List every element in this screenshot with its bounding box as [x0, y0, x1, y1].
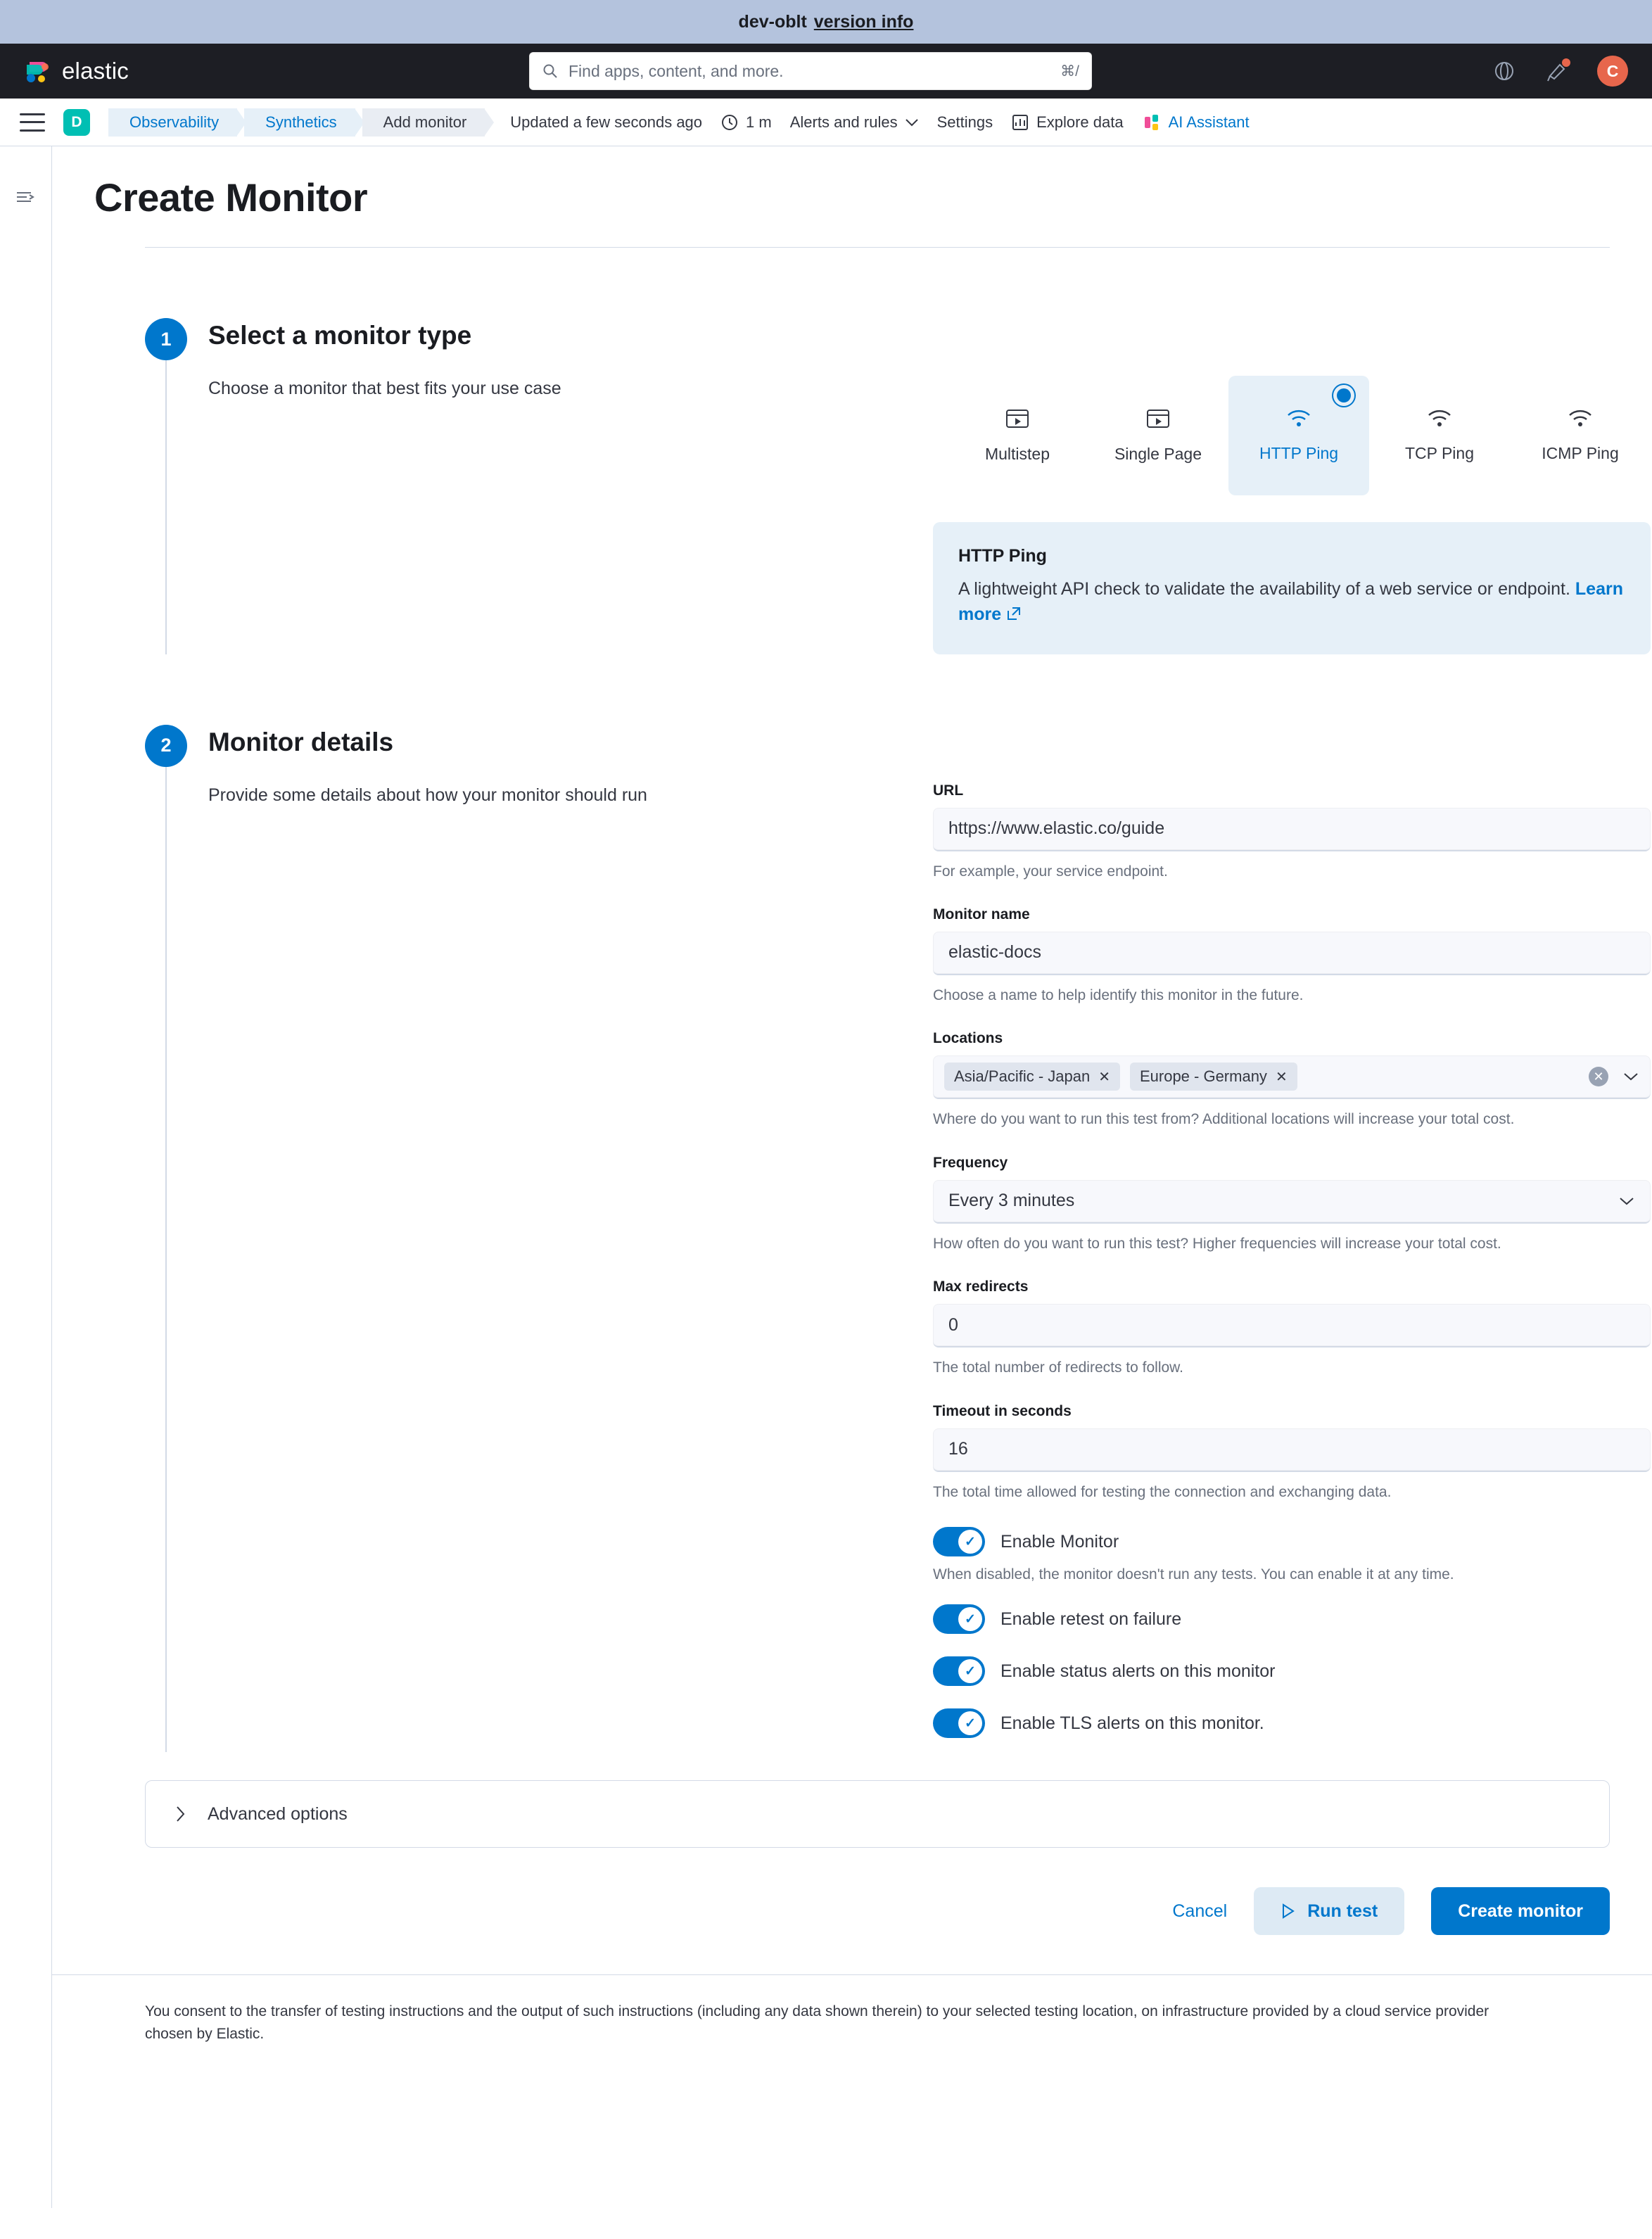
consent-text: You consent to the transfer of testing instructions and the output of such instructions (including any data shown therein) to your selected testing location, on infrastructure provided by a cloud service provider chosen by Elastic.	[145, 2003, 1489, 2042]
timeout-label: Timeout in seconds	[933, 1402, 1072, 1419]
refresh-interval[interactable]	[720, 113, 772, 132]
step-1-description: Choose a monitor that best fits your use case	[208, 379, 561, 398]
create-monitor-button[interactable]: Create monitor	[1431, 1887, 1610, 1935]
monitor-name-input[interactable]: elastic-docs	[933, 932, 1651, 975]
chevron-down-icon	[1618, 1195, 1635, 1207]
toggle-enable-monitor[interactable]	[933, 1527, 985, 1556]
locations-label: Locations	[933, 1030, 1003, 1047]
notifications-icon[interactable]	[1544, 57, 1572, 85]
monitor-type-http-ping[interactable]	[1228, 376, 1369, 495]
locations-combobox[interactable]	[933, 1055, 1651, 1099]
refresh-interval-label: 1 m	[746, 113, 772, 131]
monitor-type-label: Single Page	[1114, 444, 1202, 463]
toggle-enable-retest-on-failure[interactable]	[933, 1604, 985, 1634]
notification-badge	[1562, 58, 1570, 67]
breadcrumb	[108, 108, 492, 137]
monitor-name-label: Monitor name	[933, 906, 1030, 922]
timeout-helper: The total time allowed for testing the connection and exchanging data.	[933, 1483, 1392, 1500]
explore-data-button[interactable]	[1011, 113, 1124, 132]
brand-name: elastic	[62, 58, 129, 84]
toggle-enable-monitor-label: Enable Monitor	[1000, 1531, 1119, 1552]
url-helper: For example, your service endpoint.	[933, 863, 1168, 880]
elastic-brand[interactable]	[24, 57, 129, 85]
monitor-type-label: TCP Ping	[1404, 443, 1474, 462]
search-icon	[542, 63, 559, 80]
max-redirects-helper: The total number of redirects to follow.	[933, 1359, 1184, 1376]
collapsed-sidebar	[0, 146, 52, 2208]
field-locations	[933, 1030, 1651, 1130]
chevron-right-icon	[174, 1805, 188, 1823]
toggle-tls-alerts-group	[933, 1708, 1651, 1738]
toggle-knob: ✓	[958, 1607, 982, 1631]
toggle-tls-alerts-label: Enable TLS alerts on this monitor.	[1000, 1713, 1264, 1733]
selected-indicator	[1337, 388, 1351, 402]
url-input[interactable]: https://www.elastic.co/guide	[933, 808, 1651, 851]
field-url	[933, 782, 1651, 882]
clock-icon	[720, 113, 739, 132]
callout-text: A lightweight API check to validate the availability of a web service or endpoint.	[958, 579, 1570, 599]
settings-link[interactable]: Settings	[936, 113, 993, 131]
help-icon[interactable]	[1490, 57, 1518, 85]
toggle-knob: ✓	[958, 1530, 982, 1554]
wifi-icon	[1286, 409, 1311, 429]
max-redirects-label: Max redirects	[933, 1279, 1029, 1295]
form-actions	[52, 1887, 1610, 1935]
learn-more-link[interactable]: Learn more	[958, 579, 1623, 625]
breadcrumb-observability[interactable]: Observability	[108, 108, 237, 137]
version-info-link[interactable]: version info	[813, 11, 914, 32]
expand-sidebar-icon[interactable]	[15, 189, 37, 2208]
browser-window-icon	[1146, 408, 1170, 429]
elastic-logo-icon	[24, 57, 52, 85]
chevron-down-icon	[905, 118, 919, 127]
breadcrumb-toolbar	[0, 99, 1652, 146]
step-2-connector	[165, 767, 167, 1753]
field-max-redirects	[933, 1279, 1651, 1378]
cancel-button[interactable]: Cancel	[1172, 1901, 1228, 1921]
explore-data-label: Explore data	[1036, 113, 1124, 131]
toggle-knob: ✓	[958, 1659, 982, 1683]
toggle-retest-label: Enable retest on failure	[1000, 1609, 1182, 1629]
step-2-badge: 2	[145, 725, 187, 767]
locations-helper: Where do you want to run this test from? Additional locations will increase your total cost.	[933, 1111, 1515, 1128]
monitor-type-label: Multistep	[984, 444, 1050, 463]
monitor-type-icmp-ping[interactable]	[1510, 376, 1651, 495]
location-pill-label: Asia/Pacific - Japan	[954, 1067, 1091, 1086]
toggle-knob: ✓	[958, 1711, 982, 1735]
clear-all-icon[interactable]: ✕	[1589, 1067, 1608, 1086]
breadcrumb-synthetics[interactable]: Synthetics	[244, 108, 355, 137]
monitor-type-label: ICMP Ping	[1542, 443, 1619, 462]
advanced-options-label: Advanced options	[208, 1803, 348, 1824]
frequency-helper: How often do you want to run this test? Higher frequencies will increase your total cost.	[933, 1235, 1501, 1252]
version-banner	[0, 0, 1652, 44]
monitor-details-form	[933, 782, 1651, 1739]
run-test-button[interactable]	[1254, 1887, 1404, 1935]
monitor-name-helper: Choose a name to help identify this monitor in the future.	[933, 987, 1304, 1003]
browser-window-icon	[1005, 408, 1029, 429]
field-monitor-name	[933, 906, 1651, 1006]
chevron-down-icon[interactable]	[1622, 1071, 1639, 1082]
monitor-type-label: HTTP Ping	[1259, 443, 1339, 462]
step-1-connector	[165, 360, 167, 654]
title-divider	[145, 247, 1610, 248]
location-pill[interactable]	[944, 1063, 1120, 1091]
toggle-enable-monitor-helper: When disabled, the monitor doesn't run any tests. You can enable it at any time.	[933, 1566, 1454, 1583]
page-title: Create Monitor	[94, 175, 368, 220]
field-frequency	[933, 1155, 1651, 1255]
ai-assistant-label: AI Assistant	[1168, 113, 1250, 131]
step-1-badge: 1	[145, 318, 187, 360]
monitor-type-callout	[933, 522, 1651, 654]
global-search[interactable]	[529, 52, 1092, 90]
toggle-enable-status-alerts[interactable]	[933, 1656, 985, 1686]
external-link-icon	[1006, 604, 1022, 624]
ai-assistant-button[interactable]	[1142, 113, 1250, 132]
max-redirects-input[interactable]: 0	[933, 1304, 1651, 1347]
frequency-label: Frequency	[933, 1154, 1008, 1171]
toggle-status-alerts-group	[933, 1656, 1651, 1686]
monitor-type-single-page[interactable]	[1088, 376, 1228, 495]
toggle-status-alerts-label: Enable status alerts on this monitor	[1000, 1661, 1276, 1681]
monitor-type-tcp-ping[interactable]	[1369, 376, 1510, 495]
search-input[interactable]: Find apps, content, and more.	[568, 61, 784, 80]
wifi-icon	[1427, 409, 1452, 429]
close-icon[interactable]: ✕	[1275, 1069, 1288, 1085]
updated-status: Updated a few seconds ago	[510, 113, 703, 131]
chart-icon	[1011, 113, 1029, 132]
menu-toggle-icon[interactable]	[20, 113, 45, 132]
field-timeout	[933, 1403, 1651, 1503]
url-label: URL	[933, 782, 964, 799]
alerts-and-rules-menu[interactable]	[790, 113, 919, 132]
frequency-select[interactable]	[933, 1180, 1651, 1224]
toggle-retest-group	[933, 1604, 1651, 1634]
run-test-label: Run test	[1307, 1901, 1378, 1921]
callout-title: HTTP Ping	[958, 546, 1047, 566]
step-1-title: Select a monitor type	[208, 321, 472, 350]
ai-assistant-icon	[1142, 113, 1162, 132]
timeout-input[interactable]: 16	[933, 1428, 1651, 1472]
play-icon	[1281, 1903, 1296, 1920]
search-shortcut: ⌘/	[1060, 63, 1079, 80]
version-env: dev-oblt	[738, 11, 807, 32]
space-avatar[interactable]: D	[63, 109, 90, 136]
step-2-title: Monitor details	[208, 727, 394, 756]
advanced-options-accordion[interactable]	[145, 1780, 1610, 1848]
breadcrumb-add-monitor[interactable]: Add monitor	[362, 108, 485, 137]
alerts-and-rules-label: Alerts and rules	[789, 113, 898, 131]
avatar[interactable]: C	[1597, 56, 1628, 87]
toggle-enable-tls-alerts[interactable]	[933, 1708, 985, 1738]
step-monitor-details	[52, 725, 1652, 1739]
step-select-monitor-type	[52, 318, 1652, 654]
monitor-type-group	[933, 376, 1651, 495]
location-pill[interactable]	[1130, 1063, 1297, 1091]
toggle-enable-monitor-group	[933, 1527, 1651, 1583]
header-actions	[1490, 56, 1628, 87]
frequency-value: Every 3 minutes	[948, 1191, 1075, 1211]
global-header	[0, 44, 1652, 99]
monitor-type-multistep[interactable]	[947, 376, 1088, 495]
step-2-description: Provide some details about how your monitor should run	[208, 785, 647, 805]
close-icon[interactable]: ✕	[1098, 1069, 1110, 1085]
location-pill-label: Europe - Germany	[1139, 1067, 1267, 1086]
wifi-icon	[1568, 409, 1593, 429]
